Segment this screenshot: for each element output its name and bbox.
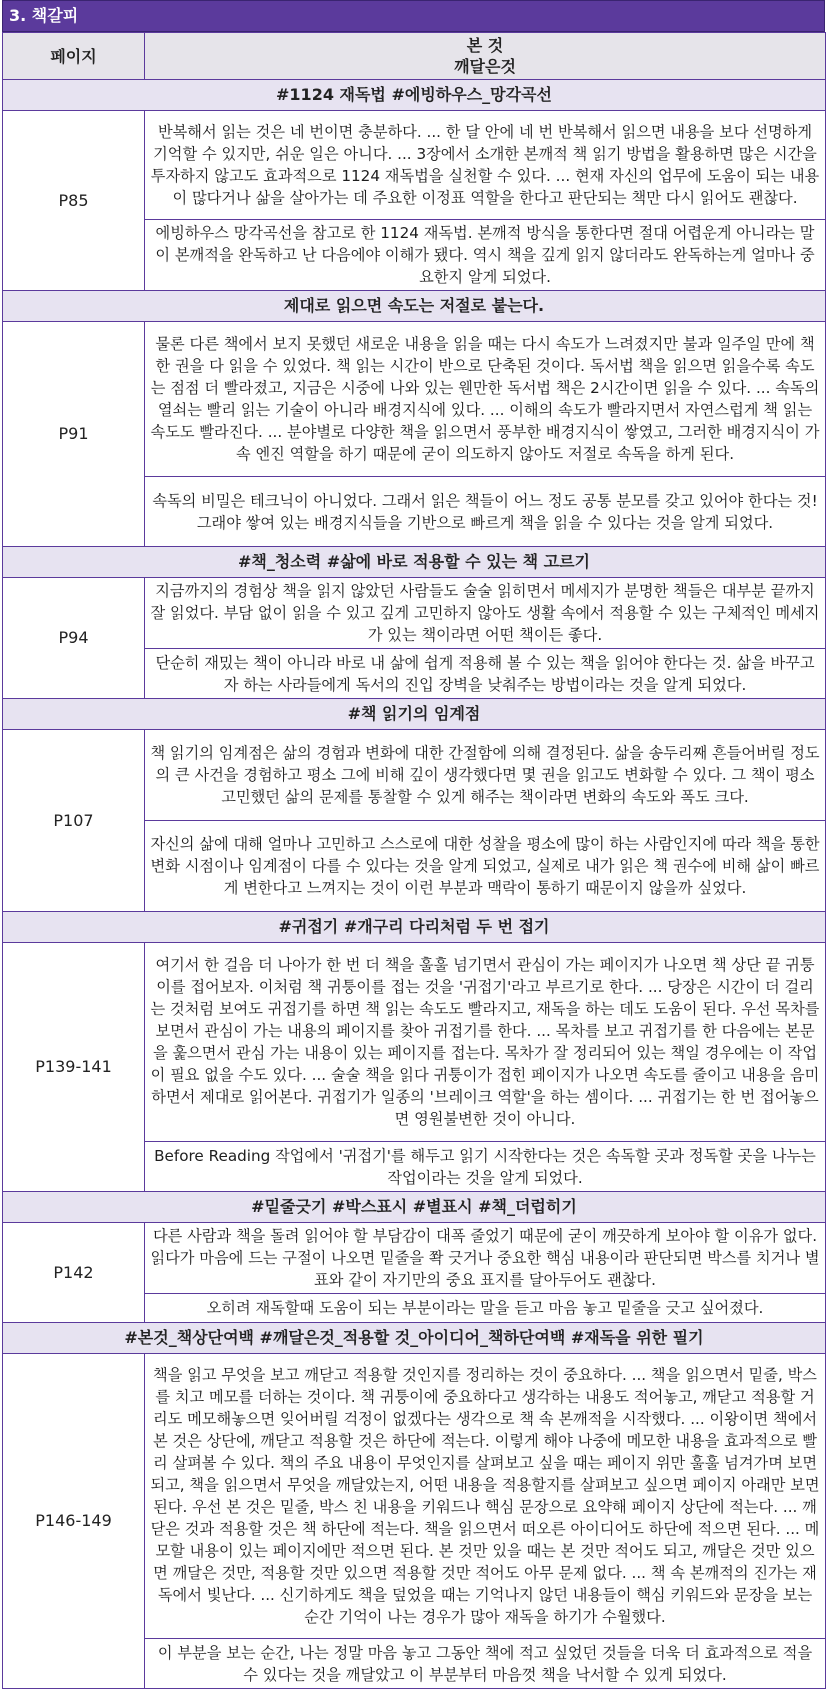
seen-text: 책을 읽고 무엇을 보고 깨닫고 적용할 것인지를 정리하는 것이 중요하다. ... 책을 읽으면서 밑줄, 박스를 치고 메모를 더하는 것이다. 책 귀퉁이에 중요하다고 생각하는 내용도 적어놓고, 깨닫고 적용할 거리도 메모해놓으면 잊어버릴 걱정이 없겠다는 생각으로 책 속 본깨적을 시작했다. ... 이왕이면 책에서 본 것은 상단에, 깨닫고 적용할 것은 하단에 적는다. 이렇게 해야 나중에 메모한 내용을 효과적으로 빨리 살펴볼 수 있다. 책의 주요 내용이 무엇인지를 살펴보고 싶을 때는 페이지 위만 훌훌 넘겨가며 보면 되고, 책을 읽으면서 무엇을 깨달았는지, 어떤 내용을 적용할지를 살펴보고 싶으면 페이지 아래만 보면 된다. 우선 본 것은 밑줄, 박스 친 내용을 키워드나 핵심 문장으로 요약해 페이지 상단에 적는다. ... 깨닫은 것과 적용할 것은 책 하단에 적는다. 책을 읽으면서 떠오른 아이디어도 하단에 적으면 된다. ... 메모할 내용이 있는 페이지에만 적으면 된다. 본 것만 있을 때는 본 것만 적어도 되고, 깨달은 것만 있으면 깨달은 것만, 적용할 것만 있으면 적용할 것만 적어도 아무 문제 없다. ... 책 속 본깨적의 진가는 재독에서 빛난다. ... 신기하게도 책을 덮었을 때는 기억나지 않던 내용들이 핵심 키워드와 문장을 보는 순간 기억이 나는 경우가 많아 재독을 하기가 수월했다. bbox=[145, 1354, 826, 1639]
table-row bbox=[3, 1354, 826, 1639]
realized-text: 단순히 재밌는 책이 아니라 바로 내 삶에 쉽게 적용해 볼 수 있는 책을 읽어야 한다는 것. 삶을 바꾸고자 하는 사라들에게 독서의 진입 장벽을 낮춰주는 방법이라는 것을 알게 되었다. bbox=[145, 649, 826, 699]
seen-text: 반복해서 읽는 것은 네 번이면 충분하다. ... 한 달 안에 네 번 반복해서 읽으면 내용을 보다 선명하게 기억할 수 있지만, 쉬운 일은 아니다. ... 3장에서 소개한 본깨적 책 읽기 방법을 활용하면 많은 시간을 투자하지 않고도 효과적으로 1124 재독법을 실천할 수 있다. ... 현재 자신의 업무에 도움이 되는 내용이 많다거나 삶을 살아가는 데 주요한 이정표 역할을 한다고 판단되는 책만 다시 읽어도 괜찮다. bbox=[145, 111, 826, 220]
page-number: P146-149 bbox=[3, 1354, 145, 1689]
page-number: P94 bbox=[3, 578, 145, 699]
header-page: 페이지 bbox=[3, 33, 145, 80]
section-heading: #밑줄긋기 #박스표시 #별표시 #책_더럽히기 bbox=[3, 1192, 826, 1223]
section-heading: #책_청소력 #삶에 바로 적용할 수 있는 책 고르기 bbox=[3, 547, 826, 578]
page-number: P107 bbox=[3, 730, 145, 912]
seen-text: 지금까지의 경험상 책을 읽지 않았던 사람들도 술술 읽히면서 메세지가 분명한 책들은 대부분 끝까지 잘 읽었다. 부담 없이 읽을 수 있고 깊게 고민하지 않아도 생활 속에서 적용할 수 있는 구체적인 메세지가 있는 책이라면 어떤 책이든 좋다. bbox=[145, 578, 826, 649]
section-heading: #본것_책상단여백 #깨달은것_적용할 것_아이디어_책하단여백 #재독을 위한 필기 bbox=[3, 1323, 826, 1354]
page-number: P142 bbox=[3, 1223, 145, 1323]
section-heading-row bbox=[3, 80, 826, 111]
realized-text: 이 부분을 보는 순간, 나는 정말 마음 놓고 그동안 책에 적고 싶었던 것들을 더욱 더 효과적으로 적을 수 있다는 것을 깨달았고 이 부분부터 마음껏 책을 낙서할 수 있게 되었다. bbox=[145, 1639, 826, 1689]
realized-text: 속독의 비밀은 테크닉이 아니었다. 그래서 읽은 책들이 어느 정도 공통 분모를 갖고 있어야 한다는 것! 그래야 쌓여 있는 배경지식들을 기반으로 빠르게 책을 읽을 수 있다는 것을 알게 되었다. bbox=[145, 477, 826, 547]
seen-text: 물론 다른 책에서 보지 못했던 새로운 내용을 읽을 때는 다시 속도가 느려졌지만 불과 일주일 만에 책 한 권을 다 읽을 수 있었다. 책 읽는 시간이 반으로 단축된 것이다. 독서법 책을 읽으면 읽을수록 속도는 점점 더 빨라졌고, 지금은 시중에 나와 있는 웬만한 독서법 책은 2시간이면 읽을 수 있다. ... 속독의 열쇠는 빨리 읽는 기술이 아니라 배경지식에 있다. ... 이해의 속도가 빨라지면서 자연스럽게 책 읽는 속도도 빨라진다. ... 분야별로 다양한 책을 읽으면서 풍부한 배경지식이 쌓였고, 그러한 배경지식이 가속 엔진 역할을 하기 때문에 굳이 의도하지 않아도 저절로 속독을 하게 된다. bbox=[145, 322, 826, 477]
seen-text: 다른 사람과 책을 돌려 읽어야 할 부담감이 대폭 줄었기 때문에 굳이 깨끗하게 보아야 할 이유가 없다. 읽다가 마음에 드는 구절이 나오면 밑줄을 쫙 긋거나 중요한 핵심 내용이라 판단되면 박스를 치거나 별표와 같이 자기만의 중요 표지를 달아두어도 괜찮다. bbox=[145, 1223, 826, 1294]
section-heading: 제대로 읽으면 속도는 저절로 붙는다. bbox=[3, 291, 826, 322]
section-heading-row bbox=[3, 547, 826, 578]
header-content bbox=[145, 33, 826, 80]
table-row bbox=[3, 578, 826, 649]
bookmark-table bbox=[2, 32, 826, 1689]
section-heading-row bbox=[3, 912, 826, 943]
realized-text: 에빙하우스 망각곡선을 참고로 한 1124 재독법. 본깨적 방식을 통한다면 절대 어렵운게 아니라는 말이 본깨적을 완독하고 난 다음에야 이해가 됐다. 역시 책을 깊게 읽지 않더라도 완독하는게 얼마나 중요한지 알게 되었다. bbox=[145, 220, 826, 291]
page-number: P91 bbox=[3, 322, 145, 547]
page-number: P85 bbox=[3, 111, 145, 291]
table-row bbox=[3, 730, 826, 821]
section-heading: #책 읽기의 임계점 bbox=[3, 699, 826, 730]
page-number: P139-141 bbox=[3, 943, 145, 1192]
realized-text: 오히려 재독할때 도움이 되는 부분이라는 말을 듣고 마음 놓고 밑줄을 긋고 싶어졌다. bbox=[145, 1294, 826, 1323]
table-header-row bbox=[3, 33, 826, 80]
section-heading-row bbox=[3, 1323, 826, 1354]
section-heading-row bbox=[3, 699, 826, 730]
realized-text: 자신의 삶에 대해 얼마나 고민하고 스스로에 대한 성찰을 평소에 많이 하는 사람인지에 따라 책을 통한 변화 시점이나 임계점이 다를 수 있다는 것을 알게 되었고, 실제로 내가 읽은 책 권수에 비해 삶이 빠르게 변한다고 느껴지는 것이 이런 부분과 맥락이 통하기 때문이지 않을까 싶었다. bbox=[145, 821, 826, 912]
table-row bbox=[3, 1223, 826, 1294]
table-row bbox=[3, 111, 826, 220]
section-heading: #1124 재독법 #에빙하우스_망각곡선 bbox=[3, 80, 826, 111]
section-title: 3. 책갈피 bbox=[2, 0, 825, 32]
section-heading-row bbox=[3, 1192, 826, 1223]
section-heading: #귀접기 #개구리 다리처럼 두 번 접기 bbox=[3, 912, 826, 943]
realized-text: Before Reading 작업에서 '귀접기'를 해두고 읽기 시작한다는 것은 속독할 곳과 정독할 곳을 나누는 작업이라는 것을 알게 되었다. bbox=[145, 1142, 826, 1192]
header-realized-label: 깨달은것 bbox=[454, 57, 516, 76]
seen-text: 책 읽기의 임계점은 삶의 경험과 변화에 대한 간절함에 의해 결정된다. 삶을 송두리째 흔들어버릴 정도의 큰 사건을 경험하고 평소 그에 비해 깊이 생각했다면 몇 권을 읽고도 변화할 수 있다. 그 책이 평소 고민했던 삶의 문제를 통찰할 수 있게 해주는 책이라면 변화의 속도와 폭도 크다. bbox=[145, 730, 826, 821]
document-page bbox=[2, 0, 825, 1689]
seen-text: 여기서 한 걸음 더 나아가 한 번 더 책을 훌훌 넘기면서 관심이 가는 페이지가 나오면 책 상단 끝 귀퉁이를 접어보자. 이처럼 책 귀퉁이를 접는 것을 '귀접기'라고 부르기로 한다. ... 당장은 시간이 더 걸리는 것처럼 보여도 귀접기를 하면 책 읽는 속도도 빨라지고, 재독을 하는 데도 도움이 된다. 우선 목차를 보면서 관심이 가는 내용의 페이지를 찾아 귀접기를 한다. ... 목차를 보고 귀접기를 한 다음에는 본문을 훑으면서 관심 가는 내용이 있는 페이지를 접는다. 목차가 잘 정리되어 있는 책일 경우에는 이 작업이 필요 없을 수도 있다. ... 술술 책을 읽다 귀퉁이가 접힌 페이지가 나오면 속도를 줄이고 내용을 음미하면서 제대로 읽어본다. 귀접기가 일종의 '브레이크 역할'을 하는 셈이다. ... 귀접기는 한 번 접어놓으면 영원불변한 것이 아니다. bbox=[145, 943, 826, 1142]
header-seen-label: 본 것 bbox=[466, 36, 504, 55]
section-heading-row bbox=[3, 291, 826, 322]
table-row bbox=[3, 322, 826, 477]
table-row bbox=[3, 943, 826, 1142]
